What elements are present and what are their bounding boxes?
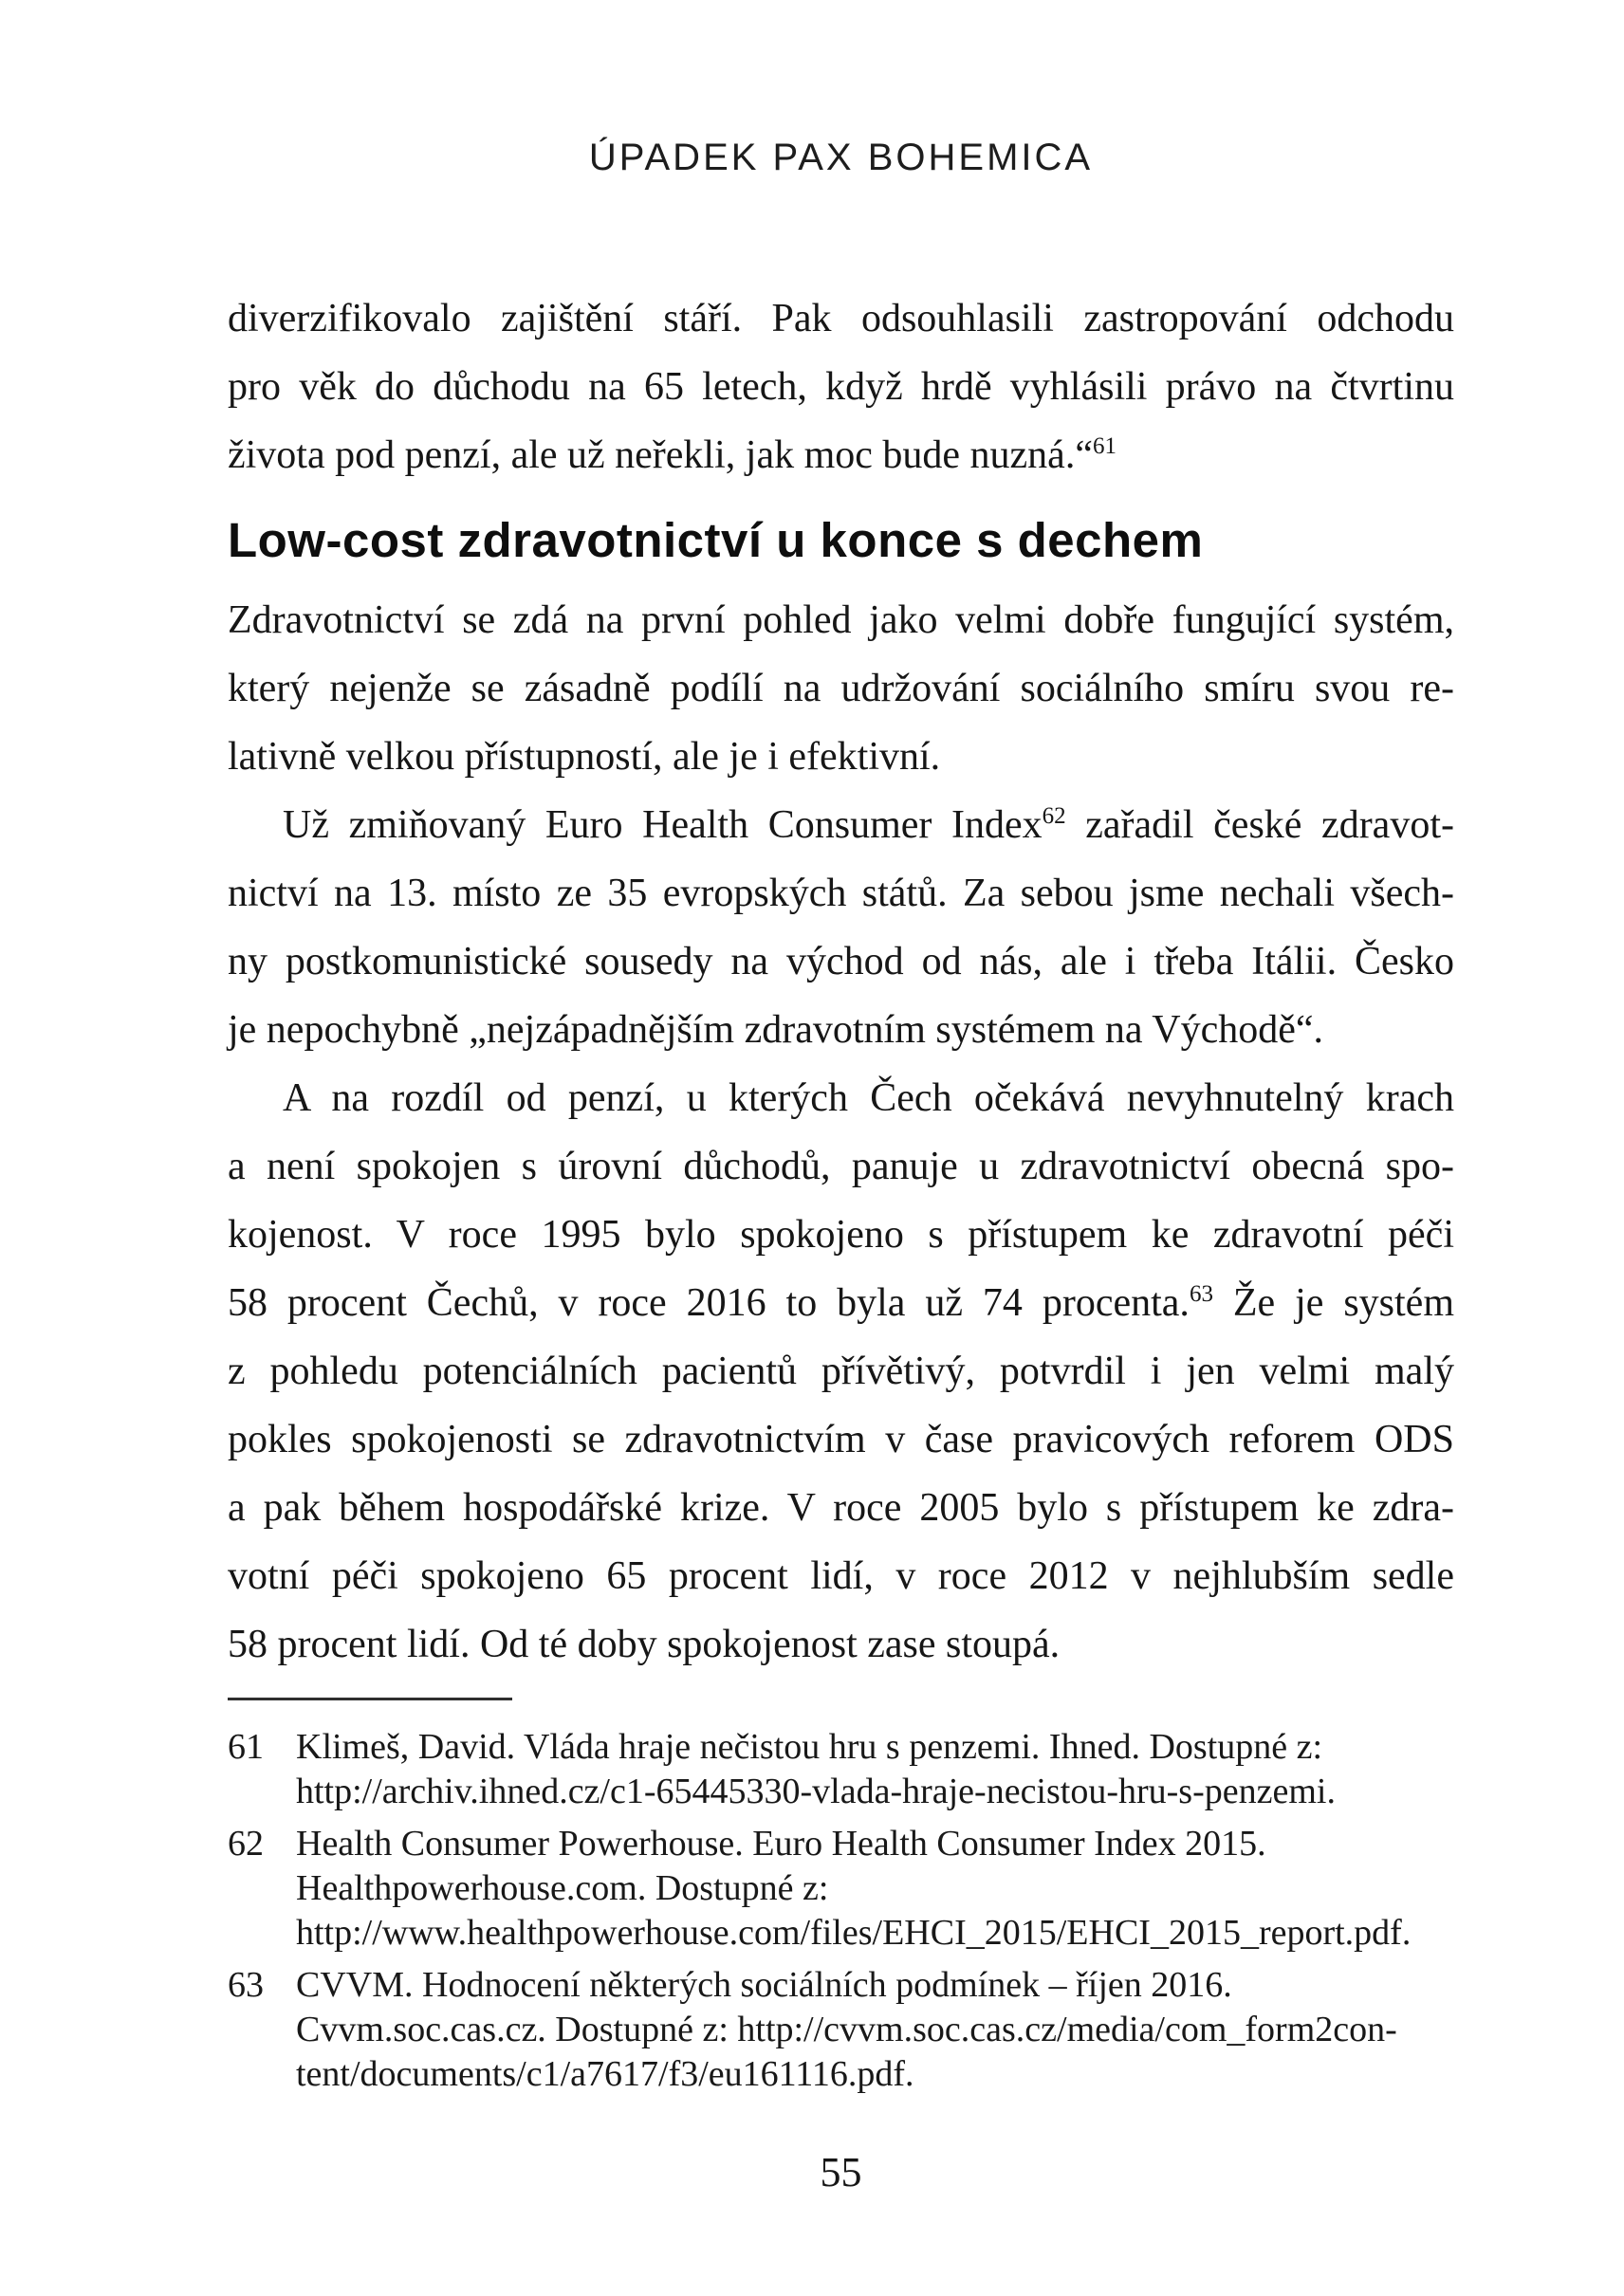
footnote [228,1822,1454,1956]
body-line [228,421,1454,489]
body-line [228,1201,1454,1269]
body-line [228,791,1454,859]
footnote-line: Healthpowerhouse.com. Dostupné z: [296,1868,829,1908]
body-paragraph [228,791,1454,1064]
text-segment: votní péči spokojeno 65 procent lidí, v roce 2012 v nejhlubším sedle [228,1554,1454,1598]
footnote-line: Klimeš, David. Vláda hraje nečistou hru s penzemi. Ihned. Dostupné z: [296,1727,1323,1767]
footnote [228,1963,1454,2097]
body-line [228,1064,1454,1132]
footnote-ref: 62 [1042,803,1066,829]
text-segment: je nepochybně „nejzápadnějším zdravotním systémem na Východě“. [228,1008,1323,1052]
text-segment: Zdravotnictví se zdá na první pohled jako velmi dobře fungující systém, [228,598,1454,642]
text-segment: a není spokojen s úrovní důchodů, panuje u zdravotnictví obecná spo- [228,1145,1454,1188]
body-line [228,586,1454,654]
body-line [228,1542,1454,1610]
body-line [228,1132,1454,1201]
text-segment: Už zmiňovaný Euro Health Consumer Index [283,803,1043,847]
body-line [228,1337,1454,1405]
footnote-ref: 61 [1092,433,1116,459]
body-line [228,996,1454,1064]
text-segment: nictví na 13. místo ze 35 evropských států. Za sebou jsme nechali všech- [228,872,1454,915]
body-line [228,353,1454,421]
footnote-separator [228,1698,512,1700]
body-line [228,285,1454,353]
footnote-line: http://www.healthpowerhouse.com/files/EHCI_2015/EHCI_2015_report.pdf. [296,1913,1412,1953]
footnote-ref: 63 [1189,1281,1213,1307]
footnote [228,1725,1454,1814]
text-segment: z pohledu potenciálních pacientů přívětivý, potvrdil i jen velmi malý [228,1350,1454,1393]
footnote-number: 61 [228,1727,264,1767]
text-segment: ny postkomunistické sousedy na východ od nás, ale i třeba Itálii. Česko [228,940,1454,983]
text-segment: A na rozdíl od penzí, u kterých Čech očekává nevyhnutelný krach [283,1076,1454,1120]
text-segment: 58 procent lidí. Od té doby spokojenost zase stoupá. [228,1623,1061,1666]
text-segment: pro věk do důchodu na 65 letech, když hrdě vyhlásili právo na čtvrtinu [228,365,1454,409]
intro-paragraph [228,285,1454,489]
body-line [228,1610,1454,1679]
footnote-text [296,1822,1454,1956]
section-body [228,586,1454,1679]
text-segment: Že je systém [1212,1281,1454,1325]
text-segment: kojenost. V roce 1995 bylo spokojeno s přístupem ke zdravotní péči [228,1213,1454,1257]
text-segment: života pod penzí, ale už neřekli, jak moc bude nuzná.“ [228,433,1093,477]
footnote-text [296,1725,1454,1814]
body-paragraph [228,586,1454,791]
body-line [228,1269,1454,1337]
footnote-number: 62 [228,1824,264,1864]
text-segment: 58 procent Čechů, v roce 2016 to byla už 74 procenta. [228,1281,1190,1325]
footnote-text [296,1963,1454,2097]
body-line [228,723,1454,791]
body-line [228,928,1454,996]
body-paragraph [228,1064,1454,1679]
footnote-line: http://archiv.ihned.cz/c1-65445330-vlada-hraje-necistou-hru-s-penzemi. [296,1772,1336,1811]
section-heading: Low-cost zdravotnictví u konce s dechem [228,513,1204,567]
text-segment: lativně velkou přístupností, ale je i efektivní. [228,735,941,779]
footnote-number: 63 [228,1965,264,2005]
text-segment: a pak během hospodářské krize. V roce 2005 bylo s přístupem ke zdra- [228,1486,1454,1530]
footnote-line: Health Consumer Powerhouse. Euro Health Consumer Index 2015. [296,1824,1266,1864]
text-segment: zařadil české zdravot- [1065,803,1454,847]
footnotes [228,1725,1454,2097]
text-segment: diverzifikovalo zajištění stáří. Pak odsouhlasili zastropování odchodu [228,297,1454,340]
text-segment: pokles spokojenosti se zdravotnictvím v čase pravicových reforem ODS [228,1418,1454,1461]
text-segment: který nejenže se zásadně podílí na udržování sociálního smíru svou re- [228,667,1454,710]
page-number: 55 [820,2149,862,2195]
body-line [228,1474,1454,1542]
footnote-line: Cvvm.soc.cas.cz. Dostupné z: http://cvvm.soc.cas.cz/media/com_form2con- [296,2010,1397,2049]
footnote-line: tent/documents/c1/a7617/f3/eu161116.pdf. [296,2054,914,2094]
body-line [228,1405,1454,1474]
body-line [228,654,1454,723]
footnote-line: CVVM. Hodnocení některých sociálních podmínek – říjen 2016. [296,1965,1232,2005]
running-head: ÚPADEK PAX BOHEMICA [588,137,1094,178]
body-line [228,859,1454,928]
